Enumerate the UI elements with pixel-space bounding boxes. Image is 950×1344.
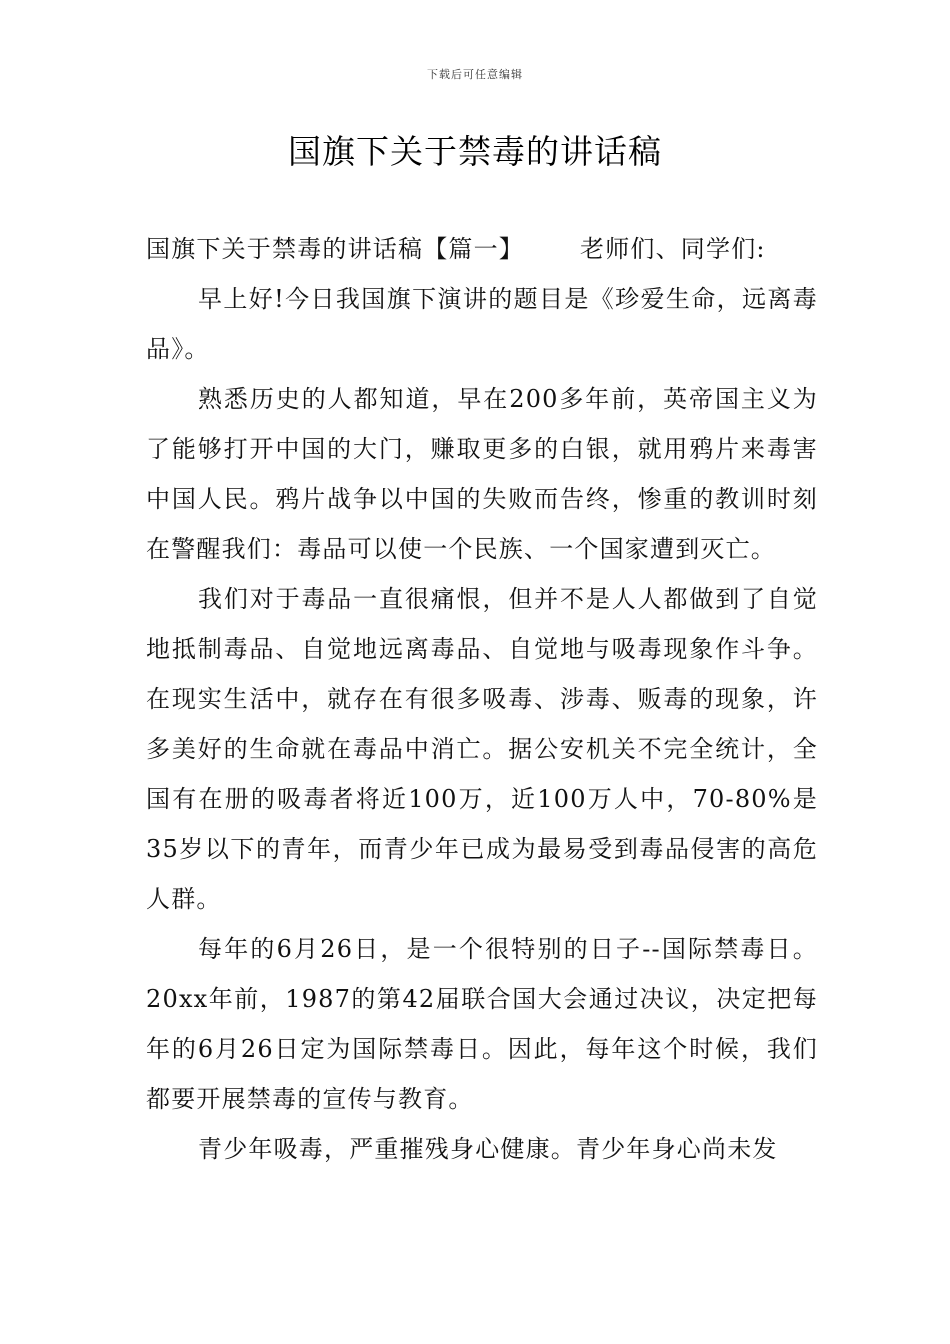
header-note: 下载后可任意编辑 (427, 68, 523, 81)
paragraph: 每年的6月26日，是一个很特别的日子--国际禁毒日。20xx年前，1987的第42届联合国大会通过决议，决定把每年的6月26日定为国际禁毒日。因此，每年这个时候，我们都要开展禁毒的宣传与教育。 (146, 935, 818, 1113)
subheading-line (146, 224, 818, 274)
paragraph: 我们对于毒品一直很痛恨，但并不是人人都做到了自觉地抵制毒品、自觉地远离毒品、自觉地与吸毒现象作斗争。在现实生活中，就存在有很多吸毒、涉毒、贩毒的现象，许多美好的生命就在毒品中消亡。据公安机关不完全统计，全国有在册的吸毒者将近100万，近100万人中，70-80%是35岁以下的青年，而青少年已成为最易受到毒品侵害的高危人群。 (146, 585, 818, 913)
paragraph: 熟悉历史的人都知道，早在200多年前，英帝国主义为了能够打开中国的大门，赚取更多的白银，就用鸦片来毒害中国人民。鸦片战争以中国的失败而告终，惨重的教训时刻在警醒我们：毒品可以使一个民族、一个国家遭到灭亡。 (146, 385, 818, 563)
document-title: 国旗下关于禁毒的讲话稿 (288, 132, 662, 171)
greeting: 老师们、同学们: (580, 235, 766, 263)
section-subheading: 国旗下关于禁毒的讲话稿【篇一】 (146, 235, 524, 263)
paragraph: 早上好!今日我国旗下演讲的题目是《珍爱生命，远离毒品》。 (146, 285, 818, 363)
document-body (146, 224, 818, 1174)
paragraph: 青少年吸毒，严重摧残身心健康。青少年身心尚未发 (198, 1135, 778, 1163)
